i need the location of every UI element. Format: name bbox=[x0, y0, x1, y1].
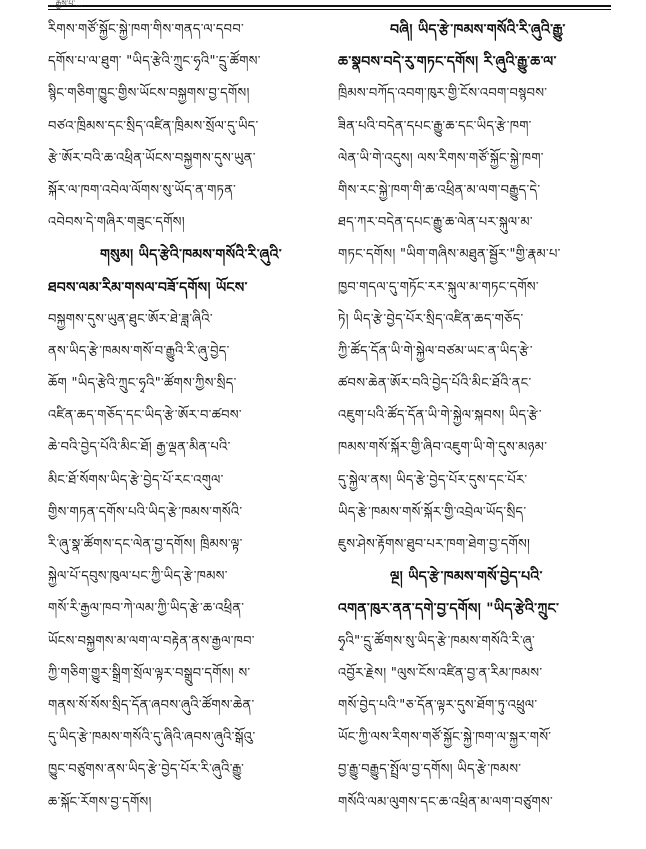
text-line: ཐད་ཀར་བདེན་དཔང་རྒྱུ་ཆ་ལེན་པར་སྐུལ་མ་ bbox=[338, 215, 533, 231]
left-column bbox=[48, 14, 320, 819]
text-line: བཙའ་ཁྲིམས་དང་སྲིད་འཛིན་ཁྲིམས་སྲོལ་དུ་ཡིད་ bbox=[48, 118, 259, 134]
text-line: དུ་སྐྱེལ་ནས། ཡིད་རྩེ་བྱེད་པོར་དུས་དང་པོར་ bbox=[338, 472, 528, 488]
text-line: གྱིས་གཏན་དགོས་པའི་ཡིད་རྩེ་ཁམས་གསོའི་ bbox=[48, 504, 243, 520]
text-line: ཁྱུང་བཙུགས་ནས་ཡིད་རྩེ་བྱེད་པོར་རི་ཞུའི་རྒྱུ་ bbox=[48, 762, 245, 778]
header-rule-thin bbox=[48, 9, 611, 10]
text-line: གཏང་དགོས། "ཡིག་གཞིས་མཐུན་སྦྱོར་"གྱི་རྣམ་པ་ bbox=[338, 247, 561, 263]
text-line: ཡོངས་བསྐྱགས་མ་ལག་ལ་བརྟེན་ནས་རྒྱལ་ཁབ་ bbox=[48, 633, 255, 649]
text-line: ཚབས་ཆེན་ཨོར་བའི་བྱེད་པོའི་མིང་ཐོའི་ནང་ bbox=[338, 376, 532, 392]
text-line: བྱ་རྒྱུ་བརྒྱུད་སྤྲོལ་བྱ་དགོས། ཡིད་རྩེ་ཁམས་ bbox=[338, 762, 522, 778]
text-line: རི་ཞུ་སྣ་ཚོགས་དང་ལེན་བྱ་དགོས། ཁྲིམས་ལྟ་ bbox=[48, 537, 243, 552]
text-line: འབྱོར་རྗེས། "ལུས་ངོས་འཛིན་བྱ་ན་རིམ་ཁམས་ bbox=[338, 665, 543, 681]
section-heading: ལྔ། ཡིད་རྩེ་ཁམས་གསོ་བྱེད་པའི་ bbox=[390, 569, 543, 586]
text-line: གསོ་བྱེད་པའི་"ཅ་དོན་ལྟར་དུས་ཐོག་ཏུ་འཕྲུལ་ bbox=[338, 697, 538, 713]
text-line: བསྐྱགས་དུས་ཡུན་ཐུང་ཨོར་ཐེ་ཟླ་ཞིའི་ bbox=[48, 311, 213, 327]
text-line: འཛིན་ཆད་གཅོད་དང་ཡིད་རྩེ་ཨོར་བ་ཚབས་ bbox=[48, 408, 242, 424]
text-line: ཆེ་བའི་བྱེད་པོའི་མིང་ཐོ། རྒྱ་ལྡན་མིན་པའི་ bbox=[48, 440, 231, 456]
text-line: ཇུས་ཤེས་རྟོགས་ཐུབ་པར་ཁག་ཐེག་བྱ་དགོས། bbox=[338, 537, 531, 552]
text-line: རྩེ་ཨོར་བའི་ཆ་འཕྲིན་ཡོངས་བསྐྱགས་དུས་ཡུན་ bbox=[48, 150, 256, 166]
text-line: སྐོར་ལ་ཁག་འབེལ་ལོགས་སུ་ཡོད་ན་གཏན་ bbox=[48, 182, 237, 198]
text-line: དུ་ཡིད་རྩེ་ཁམས་གསོའི་དུ་ཞིའི་ཞབས་ཞུའི་སྒོའུ་ bbox=[48, 730, 256, 746]
text-line: སྙིང་གཅིག་ཁྱུང་གྱིས་ཡོངས་བསྐྱགས་བྱ་དགོས། bbox=[48, 86, 250, 102]
text-line: ཡོང་ཀྱི་ལས་རིགས་གཙོ་སྐྱོང་སྐྱེ་ཁག་ལ་སྐྱར་གསོ་ bbox=[338, 730, 552, 746]
text-line: དགོས་པ་ལ་ཐུག་ "ཡིད་རྩེའི་ཀྲུང་ཧྭའི"་དྲུ་ཚོགས་ bbox=[48, 54, 261, 70]
text-line: ལེན་ཡི་གེ་འདུས། ལས་རིགས་གཙོ་སྐྱོང་སྐྱེ་ཁག་ bbox=[338, 150, 544, 166]
text-line: ཀྱི་ཚོད་དོན་ཡི་གེ་སྐྱེལ་བཙམ་ཡང་ན་ཡིད་རྩེ་ bbox=[338, 343, 533, 359]
header-rule-thick bbox=[48, 5, 611, 7]
section-heading-line: ཐབས་ལམ་རིམ་གསལ་བཟོ་དགོས། ཡོངས་ bbox=[48, 279, 248, 296]
text-line: འཇུག་པའི་ཚོད་དོན་ཡི་གེ་སྐྱེལ་སྐབས། ཡིད་རྩེ་ bbox=[338, 408, 542, 424]
text-line: ཧྭའི"་དྲུ་ཚོགས་སུ་ཡིད་རྩེ་ཁམས་གསོའི་རི་ཞུ་ bbox=[338, 633, 536, 649]
text-line: གསོའི་ལམ་ལུགས་དང་ཆ་འཕྲིན་མ་ལག་བཙུགས་ bbox=[338, 794, 553, 810]
section-heading: བཞི། ཡིད་རྩེ་ཁམས་གསོའི་རི་ཞུའི་རྒྱུ་ bbox=[390, 22, 566, 38]
text-line: མིང་ཐོ་སོགས་ཡིད་རྩེ་བྱེད་པོ་རང་འགུལ་ bbox=[48, 472, 224, 488]
text-line: ཆ་སྐོང་རོགས་བྱ་དགོས། bbox=[48, 794, 152, 810]
section-heading-line: ཆ་སྣབས་བདེ་རུ་གཏང་དགོས། རི་ཞུའི་རྒྱུ་ཆ་ལ་ bbox=[338, 54, 557, 71]
text-line: ནས་ཡིད་རྩེ་ཁམས་གསོ་བ་རྒྱུའི་རི་ཞུ་བྱེད་ bbox=[48, 343, 230, 359]
text-line: ཆོག "ཡིད་རྩེའི་ཀྲུང་ཧྭའི"་ཚོགས་ཀྱིས་སྲིད་ bbox=[48, 376, 237, 392]
text-line: ཁྲིམས་བཀོད་འབག་ཁུར་གྱི་ངོས་འབག་བསྙབས་ bbox=[338, 86, 548, 102]
text-line: གནས་སོ་སོས་སྲིད་དོན་ཞབས་ཞུའི་ཚོགས་ཆེན་ bbox=[48, 697, 255, 713]
text-line: ཡིད་རྩེ་ཁམས་གསོ་སྐོར་གྱི་འབྲེལ་ཡོད་སྲིད་ bbox=[338, 504, 527, 520]
text-line: རིགས་གཙོ་སྐྱོང་སྐྱེ་ཁག་གིས་གནད་ལ་དབབ་ bbox=[48, 22, 244, 37]
text-line: ཀྱི་གཅིག་གྱུར་སྒྲིག་སྲོལ་ལྟར་བསྒྲུབ་དགོས། ས་ bbox=[48, 665, 251, 681]
right-column bbox=[338, 14, 613, 819]
section-heading-line: འགན་ཁུར་ནན་དགེ་བྱ་དགོས། "ཡིད་རྩེའི་ཀྲུང་ bbox=[338, 601, 560, 618]
text-line: འབེབས་དེ་གཞིར་གཟུང་དགོས། bbox=[48, 215, 185, 231]
text-line: ཏེ། ཡིད་རྩེ་བྱེད་པོར་སྲིད་འཛིན་ཆད་གཅོད་ bbox=[338, 311, 524, 327]
text-line: གིས་རང་སྐྱེ་ཁག་གི་ཆ་འཕྲིན་མ་ལག་བརྒྱུད་དེ་ bbox=[338, 182, 541, 198]
section-heading: གསུམ། ཡིད་རྩེའི་ཁམས་གསོའི་རི་ཞུའི་ bbox=[100, 247, 282, 264]
text-line: ཟིན་པའི་བདེན་དཔང་རྒྱུ་ཆ་དང་ཡིད་རྩེ་ཁག་ bbox=[338, 118, 532, 134]
text-line: ཁམས་གསོ་སྐོར་གྱི་ཞིབ་འཇུག་ཡི་གེ་དུས་མཉམ་ bbox=[338, 440, 548, 456]
text-line: གསོ་རི་རྒྱལ་ཁབ་ཀེ་ལམ་ཀྱི་ཡིད་རྩེ་ཆ་འཕྲིན་ bbox=[48, 601, 245, 617]
text-line: ཁྱབ་གདལ་དུ་གཏོང་རར་སྐུལ་མ་གཏང་དགོས་ bbox=[338, 279, 539, 295]
text-line: སྐྱེལ་པོ་དབུས་ཁུལ་པང་ཀྱི་ཡིད་རྩེ་ཁམས་ bbox=[48, 569, 228, 585]
running-header: ...རྒྱས་པ་... bbox=[48, 0, 83, 8]
